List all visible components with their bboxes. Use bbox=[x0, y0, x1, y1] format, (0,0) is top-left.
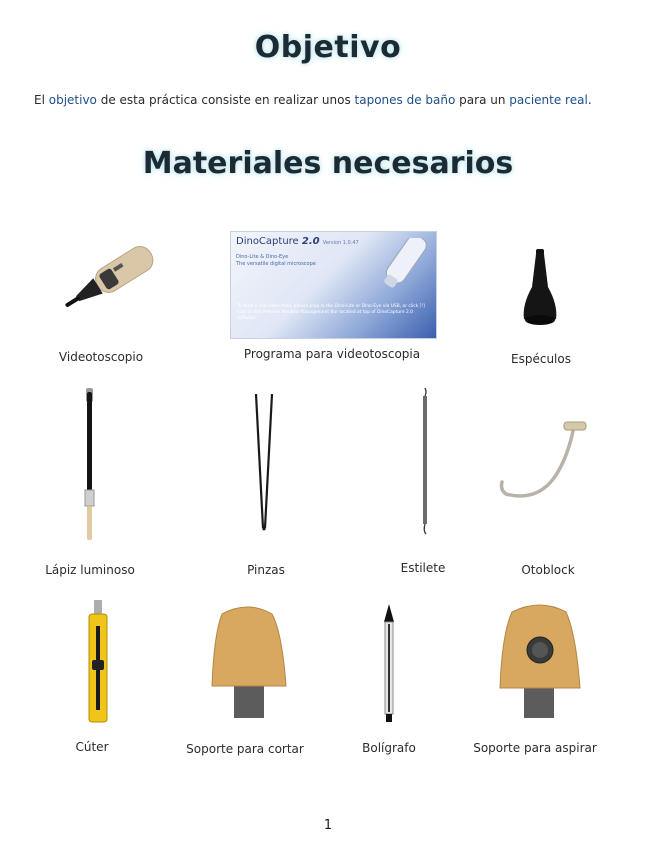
intro-text: El bbox=[34, 93, 49, 107]
intro-text: de esta práctica consiste en realizar unos bbox=[96, 93, 355, 107]
microscope-device-icon bbox=[371, 238, 433, 296]
intro-text: para un bbox=[455, 93, 510, 107]
app-tagline: The versatile digital microscope bbox=[236, 261, 316, 267]
app-subtitle: Dino-Lite & Dino-Eye bbox=[236, 254, 289, 260]
page-number: 1 bbox=[323, 818, 333, 833]
intro-paragraph bbox=[34, 93, 592, 107]
material-label: Pinzas bbox=[247, 563, 285, 577]
cutter-icon bbox=[84, 600, 112, 726]
material-label: Videotoscopio bbox=[58, 350, 144, 364]
videotoscope-icon bbox=[56, 232, 168, 322]
dinocapture-screenshot bbox=[230, 231, 437, 339]
intro-highlight: paciente real bbox=[509, 93, 588, 107]
heading-objetivo: Objetivo bbox=[254, 30, 402, 65]
app-note: To start a live video feed, please plug in the Dino-Lite or Dino-Eye via USB, or click [!] icon on the Preview Window Management Bar located at top of DinoCapture 2.0 software. bbox=[237, 304, 425, 321]
intro-highlight: tapones de baño bbox=[354, 93, 456, 107]
penlight-icon bbox=[80, 386, 100, 542]
material-label: Programa para videotoscopia bbox=[243, 347, 421, 361]
material-label: Otoblock bbox=[521, 563, 575, 577]
material-label: Soporte para aspirar bbox=[473, 741, 597, 755]
cutting-support-icon bbox=[208, 604, 292, 720]
material-label: Cúter bbox=[75, 740, 109, 754]
intro-text: . bbox=[587, 93, 592, 107]
intro-highlight: objetivo bbox=[48, 93, 97, 107]
pen-icon bbox=[380, 604, 398, 724]
otoblock-icon bbox=[496, 418, 596, 504]
material-label: Soporte para cortar bbox=[186, 742, 304, 756]
material-label: Espéculos bbox=[511, 352, 571, 366]
app-title: DinoCapture 2.0 Version 1.0.47 bbox=[236, 236, 359, 247]
heading-materiales: Materiales necesarios bbox=[142, 146, 514, 181]
speculum-icon bbox=[518, 247, 562, 329]
stylet-icon bbox=[418, 386, 432, 536]
material-label: Estilete bbox=[400, 561, 446, 575]
material-label: Bolígrafo bbox=[362, 741, 416, 755]
tweezers-icon bbox=[250, 392, 280, 532]
material-label: Lápiz luminoso bbox=[45, 563, 135, 577]
suction-support-icon bbox=[496, 604, 584, 720]
